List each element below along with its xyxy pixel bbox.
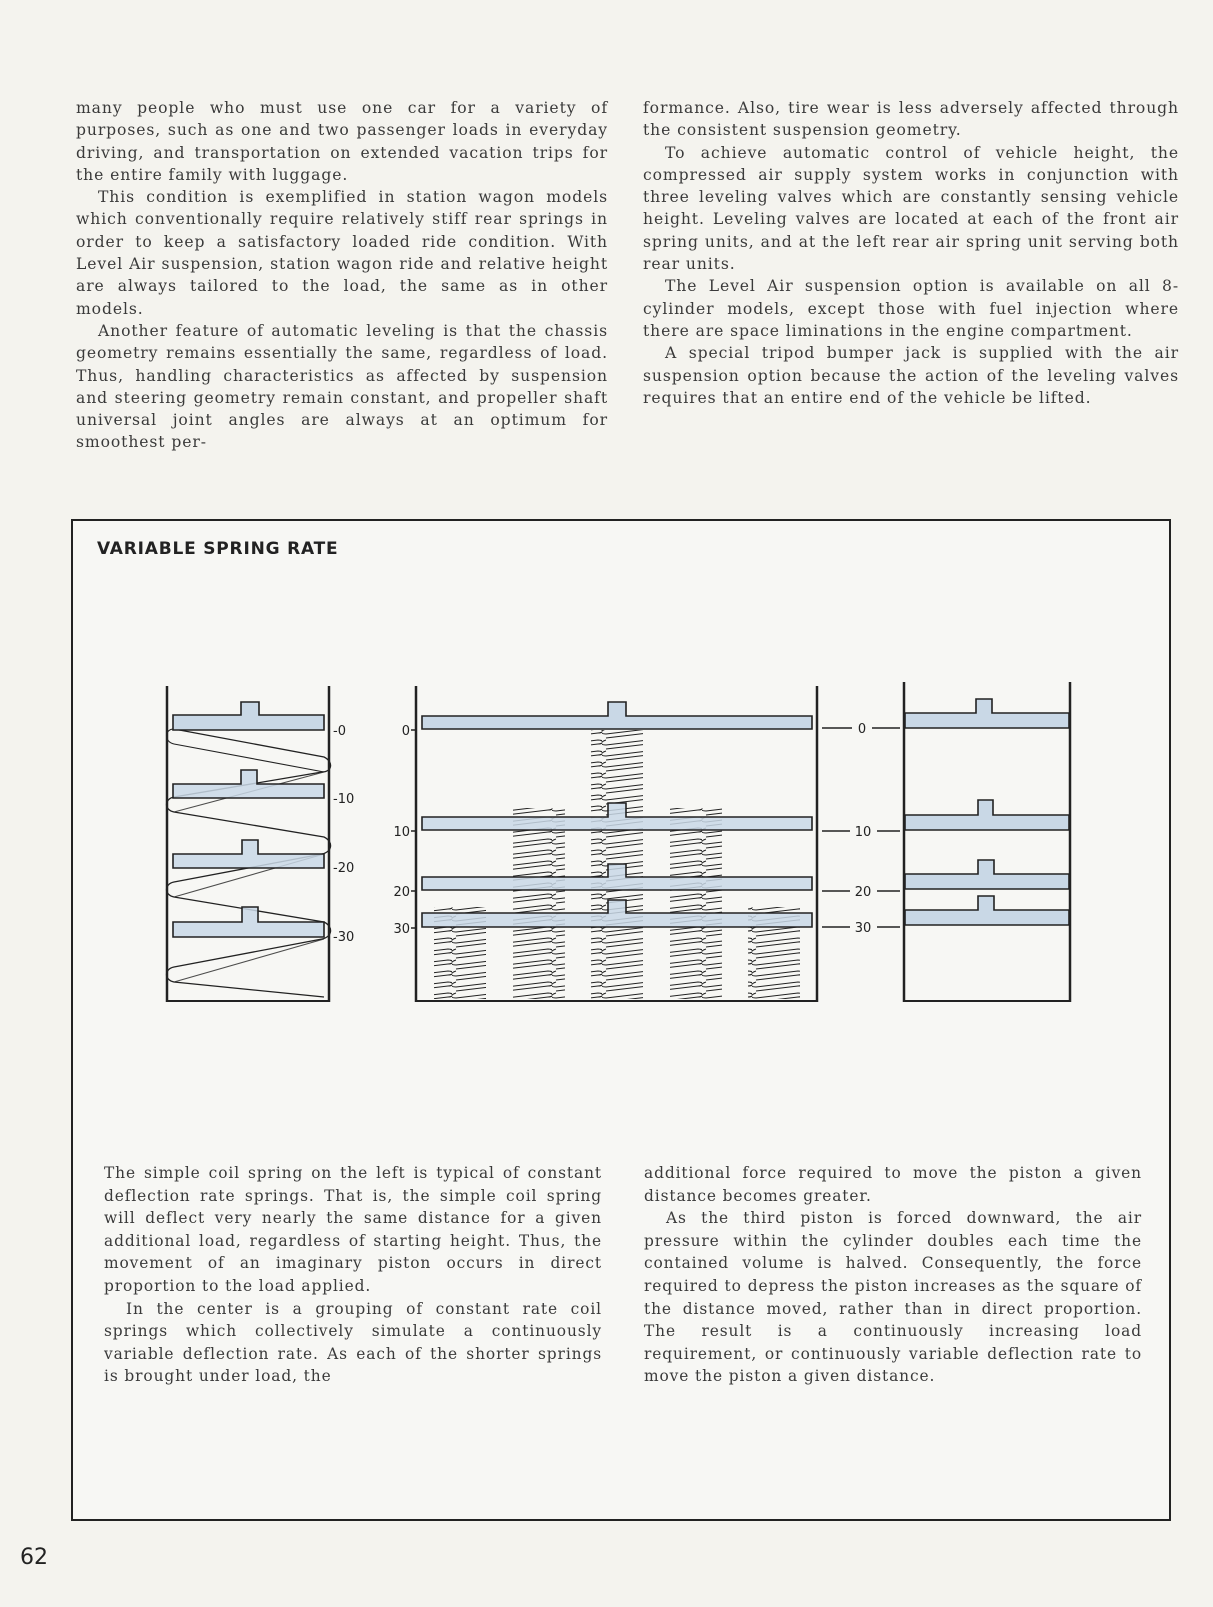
svg-text:-0: -0 — [333, 724, 346, 739]
top-right-column — [643, 97, 1179, 409]
right-cylinder-diagram — [904, 682, 1070, 1002]
figure-title: VARIABLE SPRING RATE — [97, 539, 339, 559]
variable-spring-rate-diagram — [73, 521, 1169, 1041]
svg-text:20: 20 — [393, 885, 410, 900]
paragraph: To achieve automatic control of vehicle height, the compressed air supply system works in conjunction with three leveling valves which are constantly sensing vehicle height. Leveling valves are located at each of the front air spring units, and at the left rear air spring unit serving both rear units. — [643, 143, 1179, 274]
paragraph: Another feature of automatic leveling is that the chassis geometry remains essentially the same, regardless of load. Thus, handling characteristics as affected by suspension and steering geometry remain constant, and propeller shaft universal joint angles are always at an optimum for smoothest per- — [76, 321, 608, 452]
svg-text:30: 30 — [854, 921, 872, 936]
svg-text:20: 20 — [854, 885, 872, 900]
paragraph: many people who must use one car for a variety of purposes, such as one and two passenger loads in everyday driving, and transportation on extended vacation trips for the entire family with luggage. — [76, 99, 608, 184]
right-scale — [822, 722, 900, 936]
svg-text:30: 30 — [393, 922, 410, 937]
svg-text:10: 10 — [393, 825, 410, 840]
paragraph: This condition is exemplified in station wagon models which conventionally require relatively stiff rear springs in order to keep a satisfactory loaded ride condition. With Level Air suspension, station wagon ride and relative height are always tailored to the load, the same as in other models. — [76, 188, 608, 318]
svg-text:-20: -20 — [333, 861, 355, 876]
top-left-column — [76, 97, 608, 454]
left-spring-diagram — [167, 686, 355, 1002]
caption-left-column — [104, 1162, 602, 1388]
paragraph: As the third piston is forced downward, the air pressure within the cylinder doubles each time the contained volume is halved. Consequently, the force required to depress the piston increases as the square of the distance moved, rather than in direct proportion. The result is a continuously increasing load requirement, or continuously variable deflection rate to move the piston a given distance. — [644, 1209, 1142, 1386]
center-spring-diagram — [393, 686, 817, 1002]
paragraph: The Level Air suspension option is available on all 8-cylinder models, except those with fuel injection where there are space liminations in the engine compartment. — [643, 277, 1179, 340]
svg-text:-10: -10 — [333, 792, 355, 807]
paragraph: The simple coil spring on the left is typical of constant deflection rate springs. That is, the simple coil spring will deflect very nearly the same distance for a given additional load, regardless of starting height. Thus, the movement of an imaginary piston occurs in direct proportion to the load applied. — [104, 1164, 602, 1295]
page-number: 62 — [20, 1545, 48, 1570]
paragraph: In the center is a grouping of constant rate coil springs which collectively simulate a continuously variable deflection rate. As each of the shorter springs is brought under load, the — [104, 1299, 602, 1386]
paragraph: A special tripod bumper jack is supplied with the air suspension option because the action of the leveling valves requires that an entire end of the vehicle be lifted. — [643, 344, 1179, 407]
svg-text:0: 0 — [857, 722, 867, 737]
svg-text:0: 0 — [401, 724, 410, 739]
caption-right-column — [644, 1162, 1142, 1388]
svg-text:-30: -30 — [333, 930, 355, 945]
paragraph: additional force required to move the piston a given distance becomes greater. — [644, 1164, 1142, 1205]
paragraph: formance. Also, tire wear is less adversely affected through the consistent suspension geometry. — [643, 99, 1179, 140]
svg-text:10: 10 — [854, 825, 872, 840]
